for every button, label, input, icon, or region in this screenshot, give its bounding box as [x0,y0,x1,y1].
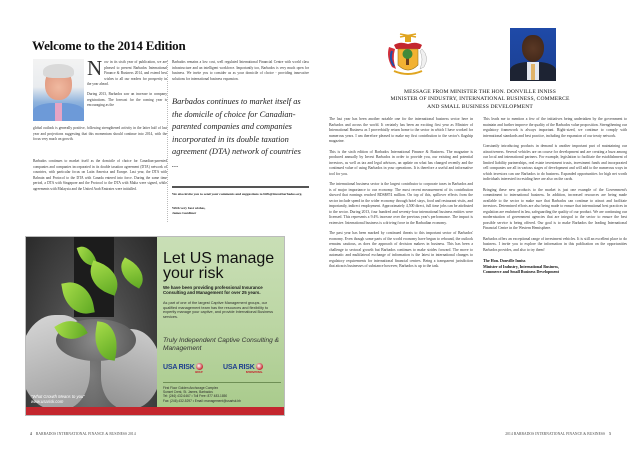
ad-photo-hands-seedling [26,237,157,409]
message-paragraph: The past year has been marked by continued threats to this important sector of Barbados' economy. Even though some parts of the world economy have begun to rebound, the outlook remains cautious, as does the approach of decision makers in business. This has been a challenge to sectoral growth but Barbados continues to make strides forward. The move to automatic and multilateral exchange of information is the latest in international changes to regulatory requirements for international financial centres. Being a transparent jurisdiction that attracts businesses of substance however, Barbados is up to the task. [329,231,473,268]
invite-text: We also invite you to send your comments and suggestions to bifb@investbarbados.org. [172,192,303,196]
leaf-icon [115,257,149,288]
logo-text: USA RISK [223,364,255,371]
footer-left [27,432,136,436]
right-page [320,0,640,453]
welcome-title: Welcome to the 2014 Edition [32,38,186,53]
ad-contact [163,386,283,403]
ad-lead: We have been providing professional Insurance Consulting and Management for over 25 years. [163,285,263,296]
column-divider [167,60,168,222]
ad-copy: As part of one of the largest Captive Management groups, our qualified management team has the resources and flexibility to expertly manage your captive, and provide International Business services. [163,301,273,320]
logo-text: USA RISK [163,364,195,371]
ad-divider [163,382,281,383]
message-paragraph: The international business sector is the largest contributor to corporate taxes in Barbados and is of major importance to our economy. The most recent measurement of its contribution showed that earnings reached BDS$874 million. On top of this, spillover effects from the sector include spend in the wider economy through hotel stays, food and restaurant visits, and importantly, indirect employment. Approximately 4,500 direct, full time jobs can be attributed to the sector. During 2013, four hundred and seventy-four international business entities were licensed. This represents a 9.4% increase over the previous year's performance. The impact is extensive. International business is a driving force in the Barbadian economy. [329,182,473,225]
message-paragraph: The last year has been another notable one for the international business sector here in Barbados and across the world. It certainly has been an exciting first year as Minister of International Business as I proverbially return home to the sector in which I have worked for numerous years. I am therefore pleased to make my first contribution to the sector's flagship magazine. [329,117,473,143]
portrait-hair [43,64,74,78]
ad-headline: Let US manage your risk [163,250,275,282]
footer-publication: BARBADOS INTERNATIONAL FINANCE & BUSINESS [513,432,606,436]
minister-portrait [510,28,556,81]
intro-para3: Barbados continues to market itself as the domicile of choice for Canadian-parented companies and companies incorporated in its double taxation agreement (DTA) network of countries, with particular focus on Latin America and Europe. Last year, the DTA with Bahrain and Protocol to the DTA with Canada entered into force. During the same time period, a DTA with Singapore and the Protocol to the DTA with Malta were signed, while agreements with Malaysia and the United Arab Emirates were initialled. [33,159,167,191]
ad-fax-email: Fax: (246) 432-5297 • Email: management@usarisk.bb [163,398,241,403]
message-heading [340,89,620,111]
message-paragraph: This is the sixth edition of Barbados International Finance & Business. The magazine is produced annually by Invest Barbados in order to provide you, our existing and potential investors, as well as tax and legal advisors, an update on what has changed recently and the continued value of using Barbados in your operations. It is therefore a useful and informative tool for you. [329,149,473,176]
editor-portrait [33,59,84,121]
signature-title-1: Minister of Industry, International Business, [483,263,559,269]
message-paragraph: Constantly introducing products in demand is another important part of maintaining our attractiveness. Several vehicles are on course for development and are creating a buzz among our local and international partners. For example, legislation to facilitate the establishment of limited liability partnerships, real estate investment trusts, investment funds and incorporated cell companies are all in various stages of development and will add to the numerous ways in which investors can use Barbados to do business. Expanded opportunities for high net worth individuals interested in residing here are also on the cards. [483,144,627,181]
message-column-b [483,117,627,275]
usa-risk-group-logo [163,363,203,374]
footer-publication: BARBADOS INTERNATIONAL FINANCE & BUSINESS [35,432,128,436]
globe-icon [196,363,203,370]
ad-tagline [31,394,85,404]
globe-icon [256,363,263,370]
intro-para2-continued: global outlook is generally positive, following strengthened activity in the latter half of last year and projections suggesting that this momentum should continue into 2014, with the focus very much on growth. [33,126,167,142]
pull-quote: Barbados continues to market itself as the domicile of choice for Canadian-parented companies and companies incorporated in its double taxation agreement (DTA) network of countries ... [172,97,301,169]
intro-paragraph [87,56,167,109]
signoff-name: James Gardiner [172,211,197,216]
ad-red-bar [26,407,285,415]
ad-phone: Tel: (246) 432-6467 • Toll Free: 877 483-1850 [163,394,228,399]
usa-risk-international-logo [223,363,263,374]
message-heading-line-3: AND SMALL BUSINESS DEVELOPMENT [427,103,533,110]
message-paragraph: Bringing these new products to the market is just one example of the Government's commitment to international business. In addition, increased resources are being made available to the sector to make sure that Barbados can continue to attract and facilitate investors. Determined efforts are also being made to ensure that international best practices in regulation are enshrined in law, safeguarding the quality of our product. We are continuing our modernisation of government agencies that are integral to the sector to ensure the best possible service is being offered. Our goal is to make Barbados the leading International Financial Centre in the Western Hemisphere. [483,187,627,230]
page-number: 5 [609,432,611,436]
message-paragraph: This leads me to mention a few of the initiatives being undertaken by the government to maintain and further improve the quality of the Barbados value proposition. Strengthening our regulatory framework is always important. Right-sized, we continue to comply with international standards and best practice, including the expansion of our treaty network. [483,117,627,138]
minister-tie [531,64,535,80]
signoff-line: With very best wishes, [172,206,206,210]
signoff [172,206,309,216]
message-paragraph: Barbados offers an exceptional range of investment vehicles. It is still an excellent place to do business. I invite you to explore the information in this publication on the opportunities Barbados provides, and also to try them! [483,236,627,252]
ad-address-1: First Floor Golden Anchorage Complex [163,386,219,390]
message-heading-line-1: MESSAGE FROM MINISTER THE HON. DONVILLE INNISS [404,89,556,95]
ad-text-panel [157,237,285,409]
logo-subtext: INTERNATIONAL [245,371,263,374]
intro-para2-start: During 2013, Barbados saw an increase in company registrations. The forecast for the coming year is encouraging as the [87,91,167,108]
footer-right [505,432,614,436]
minister-face [522,35,544,62]
message-column-a [329,117,473,275]
ad-tagline-url[interactable]: www.usarisk.com [31,399,64,404]
barbados-coat-of-arms-icon [386,33,430,79]
logo-subtext: GROUP [194,371,203,374]
minister-signature [483,258,627,275]
usa-risk-advertisement[interactable] [25,236,285,416]
ad-italic-tagline: Truly Independent Captive Consulting & Management [163,337,280,353]
intro-text: ow in its sixth year of publication, we are pleased to present Barbados International Finance & Business 2014, and extend best wishes to all our readers for prosperity in the year ahead. [87,60,167,87]
signature-name: The Hon. Donville Inniss [483,258,526,263]
ad-tagline-slogan: "What Growth Means to you" [31,394,85,399]
pull-quote-rule [172,186,309,188]
mid-paragraph: Barbados remains a low cost, well regulated International Financial Centre with world class infrastructure and an intelligent workforce. Importantly too, Barbados is very much open for business. We invite you to consider us as your domicile of choice - providing innovative solutions for international business expansion. [172,60,309,81]
footer-year: 2014 [128,432,136,436]
message-heading-line-2: MINISTER OF INDUSTRY, INTERNATIONAL BUSINESS, COMMERCE [390,96,570,103]
page-number: 4 [30,432,32,436]
ad-address-2: Sunset Crest, St. James, Barbados [163,390,213,395]
signature-title-2: Commerce and Small Business Development [483,269,559,275]
drop-cap: N [87,56,103,80]
portrait-tie [55,103,62,121]
footer-year: 2014 [505,432,513,436]
